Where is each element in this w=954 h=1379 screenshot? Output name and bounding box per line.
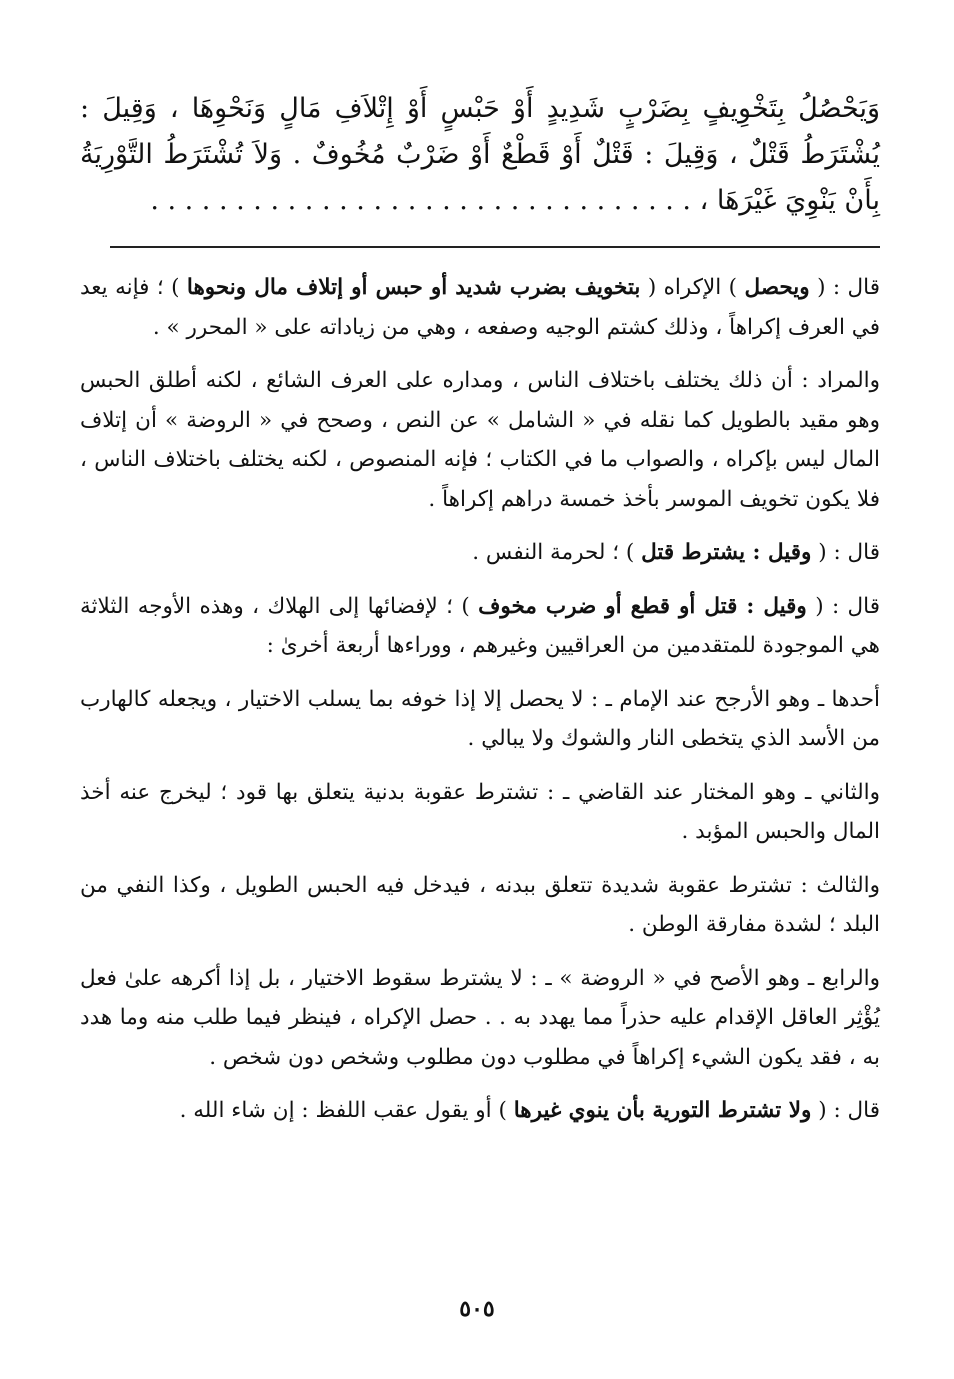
page-body xyxy=(80,86,880,1145)
matn-text xyxy=(80,86,880,224)
matn-paragraph: وَيَحْصُلُ بِتَخْوِيفٍ بِضَرْبٍ شَدِيدٍ أَوْ حَبْسٍ أَوْ إِتْلاَفِ مَالٍ وَنَحْوِهَا ، وَقِيلَ : يُشْتَرَطُ قَتْلٌ ، وَقِيلَ : قَتْلٌ أَوْ قَطْعٌ أَوْ ضَرْبٌ مُخُوفٌ . وَلاَ تُشْتَرَطُ التَّوْرِيَةُ بِأَنْ يَنْوِيَ غَيْرَهَا ، . . . . . . . . . . . . . . . . . . . . . . . . . . . . . . . . xyxy=(80,93,880,216)
commentary-paragraph-5: أحدها ـ وهو الأرجح عند الإمام ـ : لا يحصل إلا إذا خوفه بما يسلب الاختيار ، ويجعله كالهارب من الأسد الذي يتخطى النار والشوك ولا يبالي . xyxy=(80,686,880,751)
commentary-paragraph-4: قال : ( وقيل : قتل أو قطع أو ضرب مخوف ) ؛ لإفضائها إلى الهلاك ، وهذه الأوجه الثلاثة هي الموجودة للمتقدمين من العراقيين وغيرهم ، ووراءها أربعة أخرىٰ : xyxy=(80,593,880,658)
commentary-paragraph-9: قال : ( ولا تشترط التورية بأن ينوي غيرها ) أو يقول عقب اللفظ : إن شاء الله . xyxy=(179,1098,880,1123)
commentary-paragraph-2: والمراد : أن ذلك يختلف باختلاف الناس ، ومداره على العرف الشائع ، لكنه أطلق الحبس وهو مقيد بالطويل كما نقله في « الشامل » عن النص ، وصحح في « الروضة » أن إتلاف المال ليس بإكراه ، والصواب ما في الكتاب ؛ فإنه المنصوص ، لكنه يختلف باختلاف الناس ، فلا يكون تخويف الموسر بأخذ خمسة دراهم إكراهاً . xyxy=(80,368,880,512)
commentary-paragraph-1: قال : ( ويحصل ) الإكراه ( بتخويف بضرب شديد أو حبس أو إتلاف مال ونحوها ) ؛ فإنه يعد في العرف إكراهاً ، وذلك كشتم الوجيه وصفعه ، وهي من زياداته على « المحرر » . xyxy=(80,275,880,340)
commentary xyxy=(80,268,880,1131)
commentary-paragraph-6: والثاني ـ وهو المختار عند القاضي ـ : تشترط عقوبة بدنية يتعلق بها قود ؛ ليخرج عنه أخذ المال والحبس المؤبد . xyxy=(80,779,880,844)
separator-rule xyxy=(110,246,880,248)
commentary-paragraph-8: والرابع ـ وهو الأصح في « الروضة » ـ : لا يشترط سقوط الاختيار ، بل إذا أكرهه علىٰ فعل يُؤْثِر العاقل الإقدام عليه حذراً مما يهدد به . . حصل الإكراه ، فينظر فيما طلب منه وما هدد به ، فقد يكون الشيء إكراهاً في مطلوب دون مطلوب وشخص دون شخص . xyxy=(80,965,880,1070)
commentary-paragraph-7: والثالث : تشترط عقوبة شديدة تتعلق ببدنه ، فيدخل فيه الحبس الطويل ، وكذا النفي من البلد ؛ لشدة مفارقة الوطن . xyxy=(80,872,880,937)
page-number: ٥٠٥ xyxy=(459,1296,495,1322)
commentary-paragraph-3: قال : ( وقيل : يشترط قتل ) ؛ لحرمة النفس . xyxy=(472,540,880,565)
